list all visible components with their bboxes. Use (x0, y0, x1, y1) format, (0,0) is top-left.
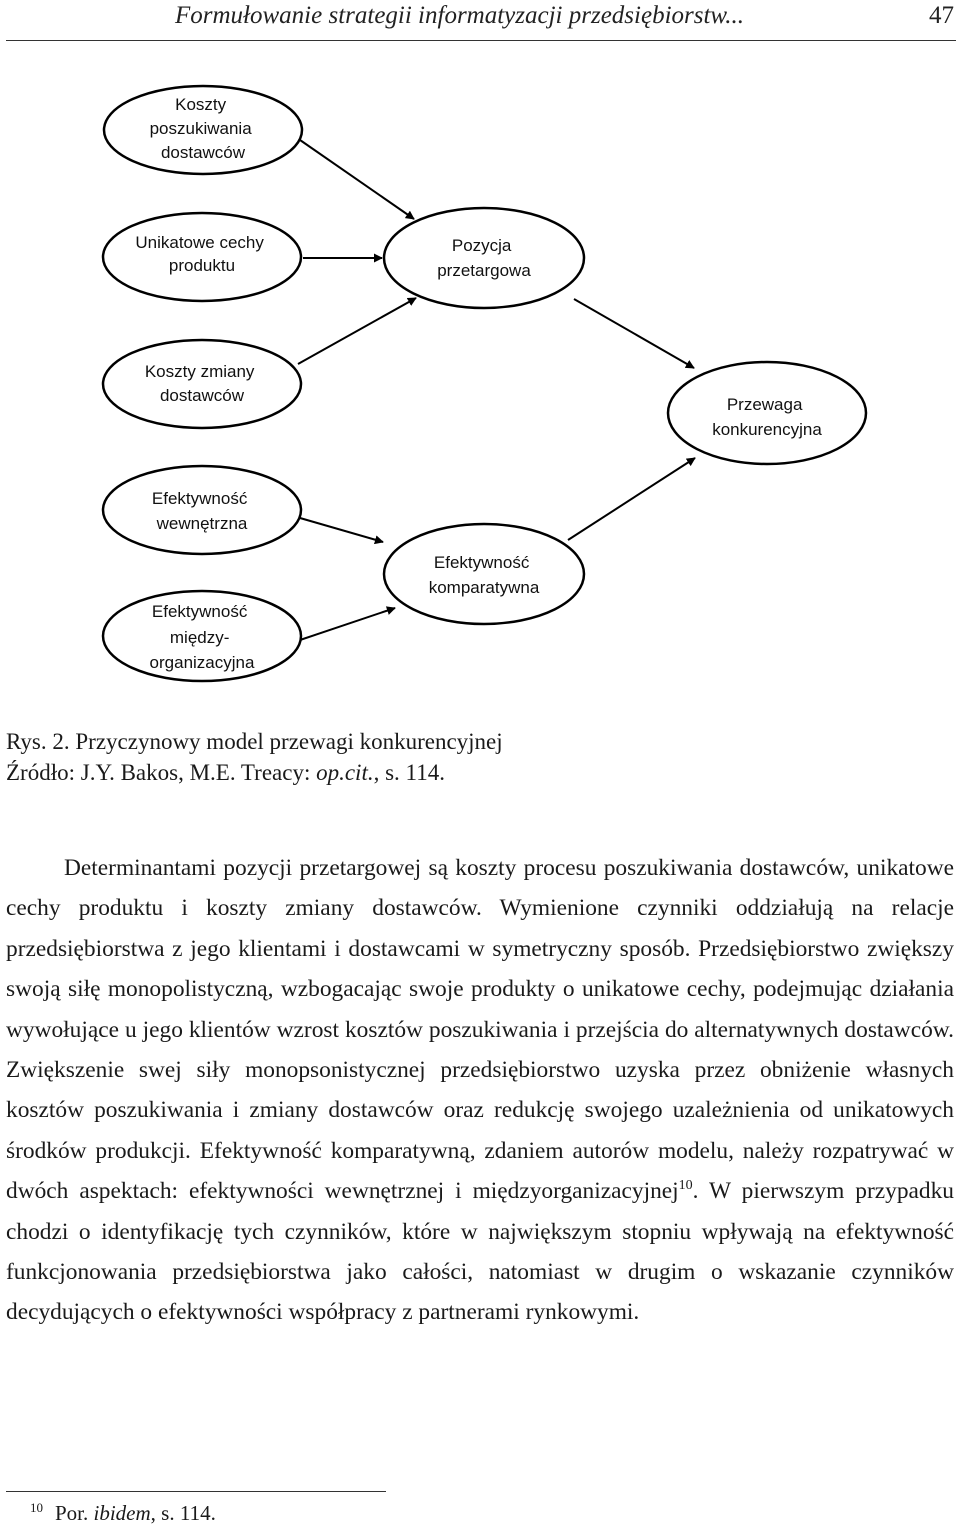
node-koszty-zmiany (103, 340, 301, 428)
node-pozycja-przetargowa (384, 208, 584, 308)
body-paragraph (6, 848, 954, 1333)
figure-source-prefix: Źródło: J.Y. Bakos, M.E. Treacy: (6, 760, 317, 785)
footnote-rule (6, 1491, 386, 1492)
svg-text:Efektywność komparatywna: Efektywność komparatywna (428, 553, 540, 597)
arrow-efektywnosc-wewnetrzna-to-komparatywna (300, 518, 383, 542)
svg-text:Efektywność między-: Efektywność między- organizacyjna (149, 602, 255, 672)
page-number: 47 (929, 2, 954, 29)
arrow-efektywnosc-miedzy-to-komparatywna (300, 608, 395, 640)
svg-text:Koszty poszukiwania: Koszty poszukiwania dostawców (149, 95, 252, 162)
svg-text:Efektywność wewnętrzna: Efektywność wewnętrzna (151, 489, 248, 533)
figure-title: Rys. 2. Przyczynowy model przewagi konkurencyjnej (6, 729, 503, 754)
arrow-komparatywna-to-przewaga (568, 458, 695, 540)
node-efektywnosc-komparatywna (384, 524, 584, 624)
arrow-koszty-zmiany-to-pozycja (298, 298, 416, 364)
figure-caption (6, 726, 503, 788)
node-efektywnosc-wewnetrzna (103, 466, 301, 554)
svg-text:Pozycja przetargowa: Pozycja przetargowa (437, 236, 531, 280)
figure-source-suffix: , s. 114. (373, 760, 445, 785)
body-text-part-1: Determinantami pozycji przetargowej są koszty procesu poszukiwania dostawców, unikatowe cechy produktu i koszty zmiany dostawców. Wymienione czynniki oddziałują na relacje przedsiębiorstwa z jego klientami i dostawcami w symetryczny sposób. Przedsiębiorstwo zwiększy swoją siłę monopolistyczną, wzbogacając swoje produkty o unikatowe cechy, podejmując działania wywołujące u jego klientów wzrost kosztów poszukiwania i przejścia do alternatywnych dostawców. Zwiększenie swej siły monopsonistycznej przedsiębiorstwo uzyska przez obniżenie własnych kosztów poszukiwania i zmiany dostawców oraz redukcję swojego uzależnienia od unikatowych środków produkcji. Efektywność komparatywną, zdaniem autorów modelu, należy rozpatrywać w dwóch aspektach: efektywności wewnętrznej i międzyorganizacyjnej (6, 855, 954, 1205)
svg-text:Koszty zmiany dostawców: Koszty zmiany dostawców (144, 362, 255, 405)
causal-model-diagram (0, 50, 960, 690)
footnote (30, 1500, 216, 1526)
footnote-suffix: , s. 114. (150, 1501, 216, 1525)
node-efektywnosc-miedzyorganizacyjna (103, 591, 301, 681)
figure-source-italic: op.cit. (316, 760, 374, 785)
figure-source (6, 757, 503, 788)
body-text-part-2: . W pierwszym przypadku chodzi o identyfikację tych czynników, które w największym stopniu wpływają na efektywność funkcjonowania przedsiębiorstwa jako całości, natomiast w drugim o wskazanie czynników decydujących o efektywności współpracy z partnerami rynkowymi. (6, 1178, 954, 1326)
node-przewaga-konkurencyjna (668, 362, 866, 464)
footnote-reference: 10 (678, 1178, 693, 1194)
node-unikatowe-cechy (103, 213, 301, 301)
running-title: Formułowanie strategii informatyzacji przedsiębiorstw... (175, 2, 744, 29)
node-koszty-poszukiwania (104, 86, 302, 174)
svg-text:Przewaga konkurencyjna: Przewaga konkurencyjna (712, 395, 822, 439)
header-rule (6, 40, 956, 41)
running-head (0, 0, 960, 42)
footnote-number: 10 (30, 1500, 43, 1515)
arrow-pozycja-to-przewaga (574, 299, 694, 368)
footnote-prefix: Por. (55, 1501, 94, 1525)
arrow-koszty-poszukiwania-to-pozycja (300, 140, 414, 219)
footnote-italic: ibidem (93, 1501, 151, 1525)
svg-text:Unikatowe cechy produktu: Unikatowe cechy produktu (135, 233, 264, 275)
